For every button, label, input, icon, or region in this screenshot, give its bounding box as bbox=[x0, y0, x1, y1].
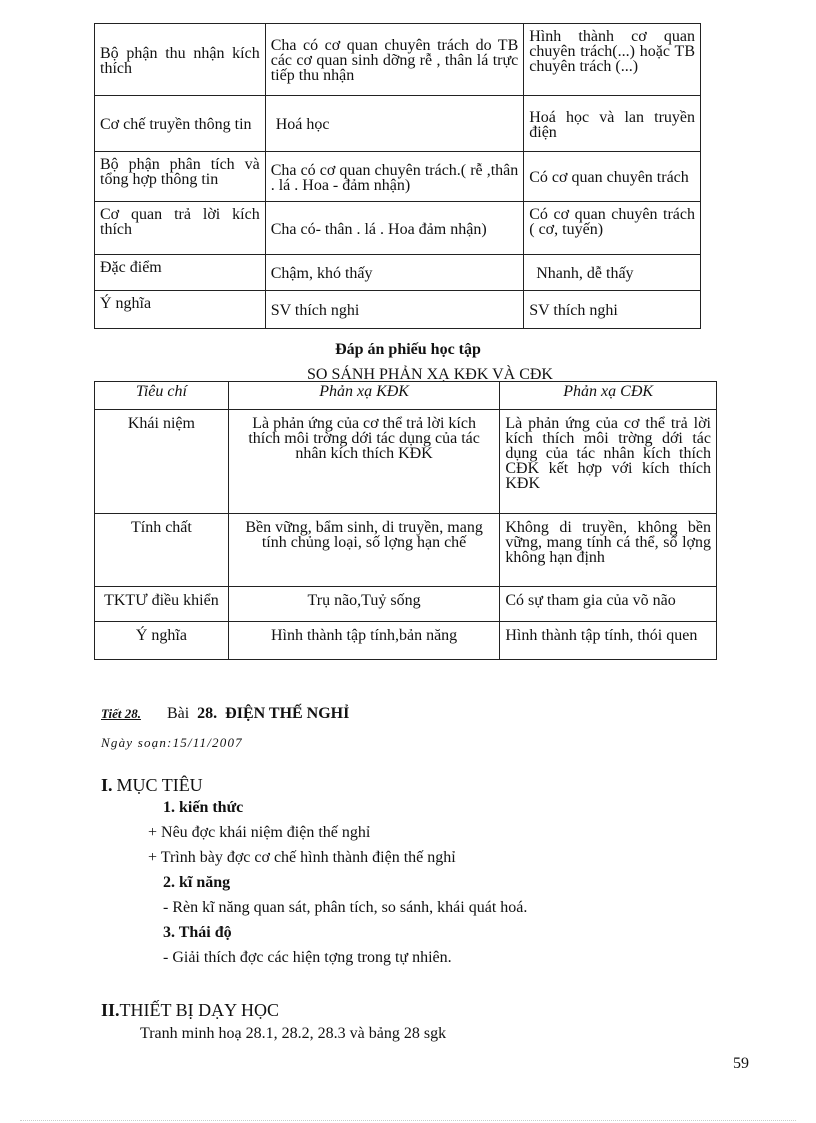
list-item: + Trình bày đợc cơ chế hình thành điện thế nghỉ bbox=[148, 849, 456, 866]
section-equipment-heading bbox=[101, 1000, 279, 1021]
table-cell: Ý nghĩa bbox=[95, 622, 229, 660]
table-cell: Có sự tham gia của võ não bbox=[500, 587, 717, 622]
table-cell: Cơ chế truyền thông tin bbox=[95, 96, 266, 152]
list-item: + Nêu đợc khái niệm điện thế nghỉ bbox=[148, 824, 371, 841]
lesson-header bbox=[101, 705, 349, 723]
lesson-title: ĐIỆN THẾ NGHỈ bbox=[225, 705, 350, 722]
section-objectives-heading bbox=[101, 775, 203, 796]
table-cell: Ý nghĩa bbox=[95, 291, 266, 329]
table-cell: Hình thành cơ quan chuyên trách(...) hoặc TB chuyên trách (...) bbox=[524, 24, 701, 96]
list-item: - Giải thích đợc các hiện tợng trong tự nhiên. bbox=[163, 949, 452, 966]
table-cell: Cha có cơ quan chuyên trách.( rễ ,thân . lá . Hoa - đảm nhận) bbox=[265, 152, 524, 202]
table-cell: Không di truyền, không bền vững, mang tính cá thể, số lợng không hạn định bbox=[500, 514, 717, 587]
table2-title: SO SÁNH PHẢN XẠ KĐK VÀ CĐK bbox=[307, 366, 553, 383]
table-header-cell: Tiêu chí bbox=[95, 382, 229, 410]
table-cell: Hình thành tập tính, thói quen bbox=[500, 622, 717, 660]
table-cell: TKTƯ điều khiển bbox=[95, 587, 229, 622]
table-cell: SV thích nghi bbox=[265, 291, 524, 329]
subsection-skills: 2. kĩ năng bbox=[163, 874, 231, 891]
table-row bbox=[95, 152, 701, 202]
lesson-date: Ngày soạn:15/11/2007 bbox=[101, 735, 243, 750]
table-cell: Tính chất bbox=[95, 514, 229, 587]
lesson-number: Tiết 28. bbox=[101, 706, 141, 721]
subsection-knowledge: 1. kiến thức bbox=[163, 799, 244, 816]
page-number: 59 bbox=[733, 1055, 749, 1072]
table-row bbox=[95, 202, 701, 255]
table-cell: Đặc điểm bbox=[95, 255, 266, 291]
table-header-cell: Phản xạ CĐK bbox=[500, 382, 717, 410]
table-row bbox=[95, 587, 717, 622]
page-bottom-divider bbox=[20, 1120, 796, 1122]
table-cell: Chậm, khó thấy bbox=[265, 255, 524, 291]
table-cell: SV thích nghi bbox=[524, 291, 701, 329]
lesson-bai-label: Bài bbox=[166, 705, 190, 722]
answer-sheet-title: Đáp án phiếu học tập bbox=[335, 341, 481, 358]
table-cell: Hình thành tập tính,bản năng bbox=[228, 622, 500, 660]
table-cell: Bộ phận phân tích và tổng hợp thông tin bbox=[95, 152, 266, 202]
table-cell: Nhanh, dễ thấy bbox=[524, 255, 701, 291]
table-cell: Có cơ quan chuyên trách ( cơ, tuyến) bbox=[524, 202, 701, 255]
table-row bbox=[95, 410, 717, 514]
table-cell: Trụ não,Tuỷ sống bbox=[228, 587, 500, 622]
table-header-row bbox=[95, 382, 717, 410]
table-cell: Hoá học và lan truyền điện bbox=[524, 96, 701, 152]
subsection-attitude: 3. Thái độ bbox=[163, 924, 232, 941]
table-cell: Cha có cơ quan chuyên trách do TB các cơ quan sinh dỡng rễ , thân lá trực tiếp thu nhận bbox=[265, 24, 524, 96]
table-row bbox=[95, 96, 701, 152]
table-row bbox=[95, 24, 701, 96]
section-title: THIẾT BỊ DẠY HỌC bbox=[119, 1000, 280, 1020]
comparison-table-reflex bbox=[94, 381, 717, 660]
table-row bbox=[95, 514, 717, 587]
table-cell: Là phản ứng của cơ thể trả lời kích thích môi trờng dới tác dụng của tác nhân kích thích CĐK kết hợp với kích thích KĐK bbox=[500, 410, 717, 514]
table-row bbox=[95, 622, 717, 660]
table-cell: Bền vững, bẩm sinh, di truyền, mang tính chủng loại, số lợng hạn chế bbox=[228, 514, 500, 587]
table-cell: Khái niệm bbox=[95, 410, 229, 514]
comparison-table-top bbox=[94, 23, 701, 329]
list-item: - Rèn kĩ năng quan sát, phân tích, so sánh, khái quát hoá. bbox=[163, 899, 528, 916]
table-cell: Cha có- thân . lá . Hoa đảm nhận) bbox=[265, 202, 524, 255]
table-row bbox=[95, 255, 701, 291]
section-roman: I. bbox=[101, 775, 113, 795]
table-header-cell: Phản xạ KĐK bbox=[228, 382, 500, 410]
table-cell: Có cơ quan chuyên trách bbox=[524, 152, 701, 202]
table-row bbox=[95, 291, 701, 329]
table-cell: Hoá học bbox=[265, 96, 524, 152]
lesson-bai-number: 28. bbox=[197, 705, 218, 722]
table-cell: Là phản ứng của cơ thể trả lời kích thích môi trờng dới tác dụng của tác nhân kích thích KĐK bbox=[228, 410, 500, 514]
table-cell: Bộ phận thu nhận kích thích bbox=[95, 24, 266, 96]
section-roman: II. bbox=[101, 1000, 120, 1020]
section-title: MỤC TIÊU bbox=[116, 775, 203, 795]
equipment-text: Tranh minh hoạ 28.1, 28.2, 28.3 và bảng 28 sgk bbox=[140, 1025, 447, 1042]
table-cell: Cơ quan trả lời kích thích bbox=[95, 202, 266, 255]
